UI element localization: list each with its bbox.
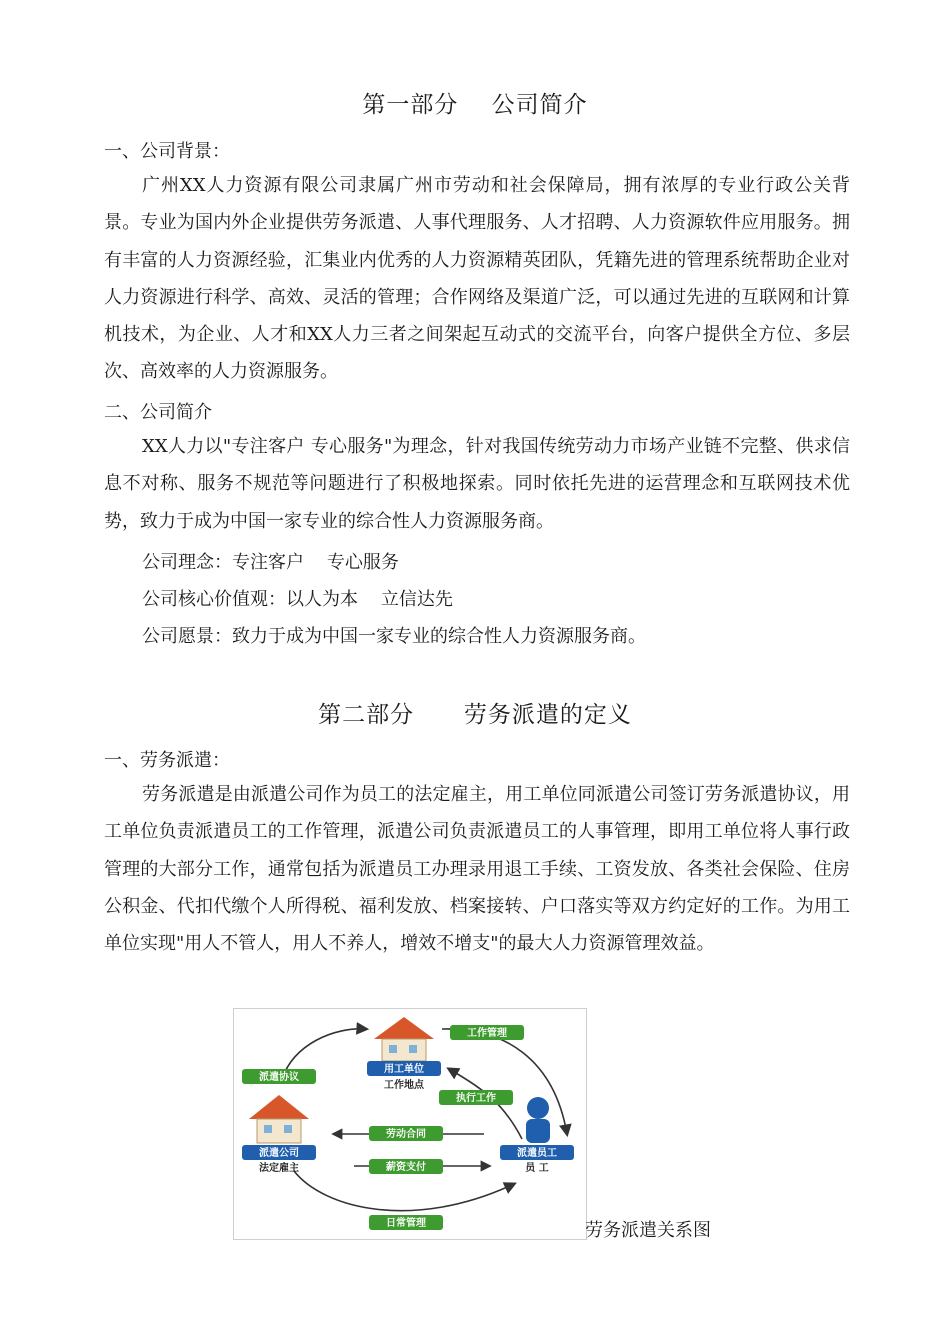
work-place-label: 工作地点 bbox=[384, 1080, 424, 1091]
dispatch-relationship-diagram bbox=[233, 1008, 587, 1240]
dispatch-company-label: 派遣公司 bbox=[259, 1148, 299, 1159]
dispatch-agreement-label: 派遣协议 bbox=[259, 1072, 299, 1083]
legal-employer-label: 法定雇主 bbox=[259, 1163, 299, 1174]
daily-management-label: 日常管理 bbox=[386, 1218, 426, 1229]
diagram-caption: 劳务派遣关系图 bbox=[585, 1220, 711, 1241]
section-heading-dispatch: 一、劳务派遣： bbox=[104, 750, 230, 771]
employer-house-icon bbox=[374, 1017, 434, 1061]
work-management-label: 工作管理 bbox=[467, 1028, 507, 1039]
company-core-values: 公司核心价值观：以人为本 立信达先 bbox=[142, 589, 453, 610]
labor-contract-label: 劳动合同 bbox=[386, 1129, 426, 1140]
salary-payment-label: 薪资支付 bbox=[386, 1162, 426, 1173]
section-heading-background: 一、公司背景： bbox=[104, 141, 230, 162]
section-heading-intro: 二、公司简介 bbox=[104, 402, 212, 423]
company-vision: 公司愿景：致力于成为中国一家专业的综合性人力资源服务商。 bbox=[142, 626, 646, 647]
paragraph-company-intro: XX人力以"专注客户 专心服务"为理念，针对我国传统劳动力市场产业链不完整、供求信息不对称、服务不规范等问题进行了积极地探索。同时依托先进的运营理念和互联网技术优势，致力于成为中国一家专业的综合性人力资源服务商。 bbox=[104, 436, 850, 532]
employer-unit-label: 用工单位 bbox=[384, 1064, 424, 1075]
staff-person-icon bbox=[526, 1097, 550, 1143]
staff-label: 员 工 bbox=[525, 1163, 549, 1174]
arrow-employer-to-staff bbox=[442, 1029, 567, 1134]
part1-title: 第一部分 公司简介 bbox=[362, 92, 588, 118]
arrow-dispatch-to-staff bbox=[294, 1171, 514, 1211]
dispatched-staff-label: 派遣员工 bbox=[517, 1148, 557, 1159]
paragraph-dispatch-definition: 劳务派遣是由派遣公司作为员工的法定雇主，用工单位同派遣公司签订劳务派遣协议，用工单位负责派遣员工的工作管理，派遣公司负责派遣员工的人事管理，即用工单位将人事行政管理的大部分工作，通常包括为派遣员工办理录用退工手续、工资发放、各类社会保险、住房公积金、代扣代缴个人所得税、福利发放、档案接转、户口落实等双方约定好的工作。为用工单位实现"用人不管人，用人不养人，增效不增支"的最大人力资源管理效益。 bbox=[104, 784, 850, 955]
execute-work-label: 执行工作 bbox=[456, 1093, 496, 1104]
dispatch-company-house-icon bbox=[249, 1095, 309, 1143]
paragraph-company-background: 广州XX人力资源有限公司隶属广州市劳动和社会保障局，拥有浓厚的专业行政公关背景。专业为国内外企业提供劳务派遣、人事代理服务、人才招聘、人力资源软件应用服务。拥有丰富的人力资源经验，汇集业内优秀的人力资源精英团队，凭籍先进的管理系统帮助企业对人力资源进行科学、高效、灵活的管理；合作网络及渠道广泛，可以通过先进的互联网和计算机技术，为企业、人才和XX人力三者之间架起互动式的交流平台，向客户提供全方位、多层次、高效率的人力资源服务。 bbox=[104, 175, 851, 383]
company-philosophy: 公司理念：专注客户 专心服务 bbox=[142, 552, 399, 573]
part2-title: 第二部分 劳务派遣的定义 bbox=[318, 702, 632, 728]
